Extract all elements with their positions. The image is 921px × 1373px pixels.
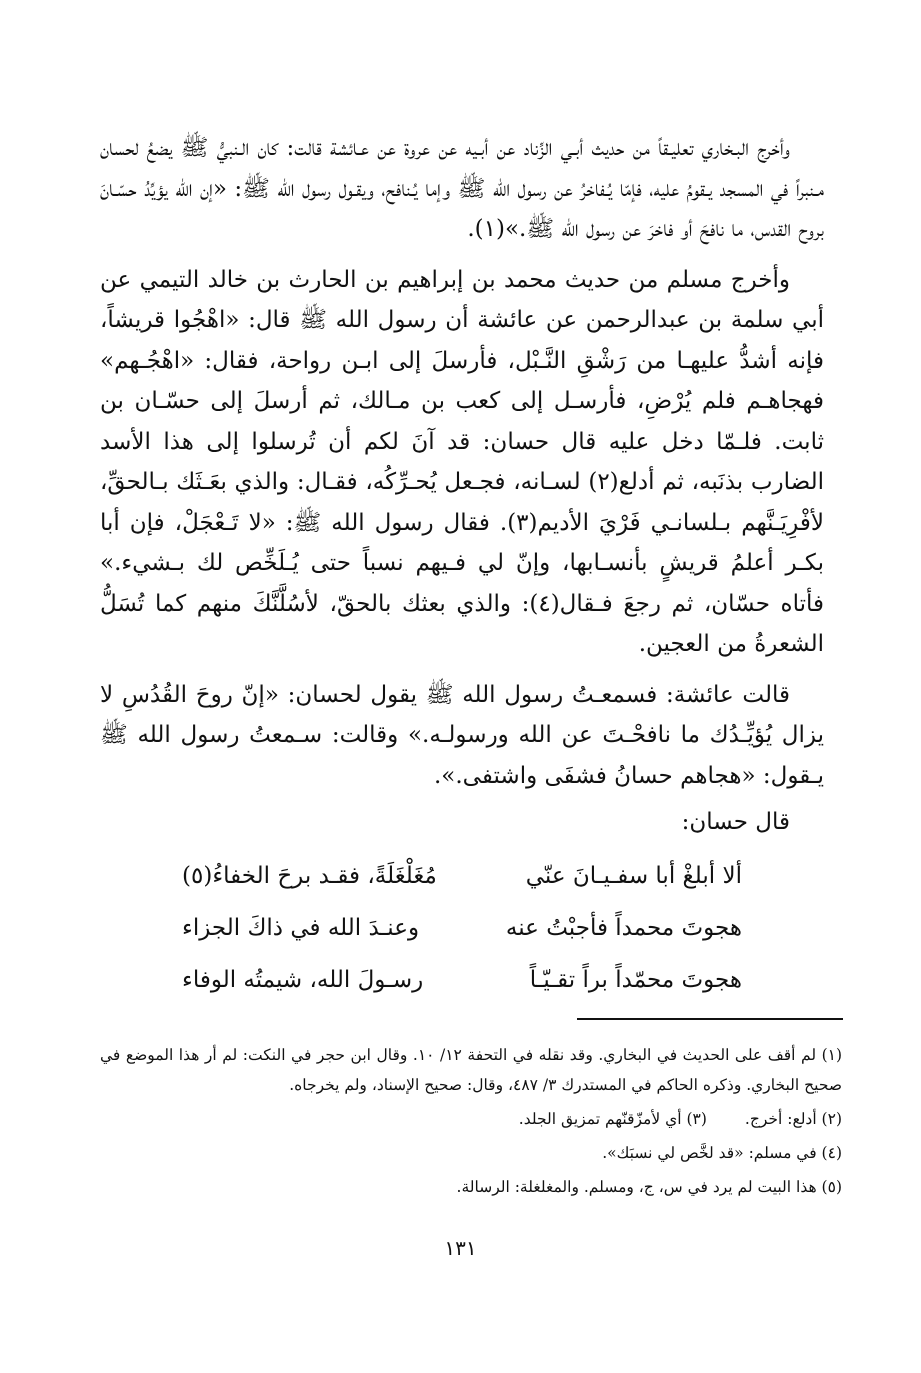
poem-intro: قال حسان: [681, 809, 790, 835]
verse-second-hemistich: مُغَلْغَلَةً، فقـد برحَ الخفاءُ(٥) [182, 863, 437, 890]
footnotes [100, 1040, 842, 1206]
verse-second-hemistich: رسـولَ الله، شيمتُه الوفاء [182, 967, 424, 994]
page-number: ١٣١ [444, 1236, 477, 1260]
verse-first-hemistich: هجوتَ محمداً فأجبْتُ عنه [505, 915, 742, 942]
poem-verse [182, 955, 742, 1007]
footnote-4: (٤) في مسلم: «قد لخَّص لي نسبَك». [602, 1144, 842, 1162]
poem-verse [182, 851, 742, 903]
footnote-5: (٥) هذا البيت لم يرد في س، ج، ومسلم. والمغلغلة: الرسالة. [456, 1178, 842, 1196]
footnote-2: (٢) أدلع: أخرج. [744, 1110, 842, 1128]
poem [182, 851, 742, 1007]
footnote-3: (٣) أي لأمزّقنّهم تمزيق الجلد. [518, 1110, 707, 1128]
verse-second-hemistich: وعنـدَ الله في ذاكَ الجزاء [182, 915, 420, 942]
footnote-row [100, 1104, 842, 1134]
footnote-separator [577, 1018, 843, 1020]
paragraph-bukhari: وأخرج البـخاري تعليـقاً من حديث أبـي الزِّناد عن أبـيه عن عروة عن عـائشة قالت: كان الـنبيُّ ﷺ يضعُ لحسان مـنبراً في المسجد يـقومُ عليه، فإمّا يُـفاخرُ عن رسول الله ﷺ وإما يُـنافح، ويقـول رسول الله ﷺ: «إن الله يؤيِّدُ حسّـانَ بروح القدس، ما نافحَ أو فاخرَ عن رسول الله ﷺ.»(١). [100, 135, 824, 242]
verse-first-hemistich: هجوتَ محمّداً براً تقـيّـاً [529, 967, 742, 994]
main-text [100, 128, 824, 1007]
poem-verse [182, 903, 742, 955]
footnote-1: (١) لم أقف على الحديث في البخاري. وقد نقله في التحفة ١٢/ ١٠. وقال ابن حجر في النكت: لم أر هذا الموضع في صحيح البخاري. وذكره الحاكم في المستدرك ٣/ ٤٨٧، وقال: صحيح الإسناد، ولم يخرجاه. [100, 1046, 843, 1094]
paragraph-muslim: وأخرج مسلم من حديث محمد بن إبراهيم بن الحارث بن خالد التيمي عن أبي سلمة بن عبدالرحمن عن عائشة أن رسول الله ﷺ قال: «اهْجُوا قريشاً، فإنه أشدُّ عليهـا من رَشْقِ النَّـبْل، فأرسلَ إلى ابـن رواحة، فقال: «اهْجُـهم» فهجاهـم فلم يُرْضِ، فأرسـل إلى كعب بن مـالك، ثم أرسلَ إلى حسّـان بن ثابت. فلـمّا دخل عليه قال حسان: قد آنَ لكم أن تُرسلوا إلى هذا الأسد الضارب بذنَبه، ثم أدلع(٢) لسـانه، فجـعل يُحـرِّكُه، فقـال: والذي بعَـثَك بـالحقِّ، لأفْرِيَـنَّهم بـلسانـي فَرْيَ الأديم(٣). فقال رسول الله ﷺ: «لا تَـعْجَلْ، فإن أبا بكـر أعلمُ قريشٍ بأنسـابها، وإنّ لي فـيهم نسباً حتى يُـلَخِّص لك بـشيء.» فأتاه حسّان، ثم رجعَ فـقال(٤): والذي بعثك بالحقّ، لأسُلَّنَّكَ منهم كما تُسَلُّ الشعرةُ من العجين. [100, 266, 824, 657]
verse-first-hemistich: ألا أبلغْ أبا سفـيـانَ عنّي [525, 863, 742, 890]
paragraph-aisha: قالت عائشة: فسمعـتُ رسول الله ﷺ يقول لحسان: «إنّ روحَ القُدُسِ لا يزال يُؤيِّـدُك ما نافحْـتَ عن الله ورسولـه.» وقالت: سـمعتُ رسول الله ﷺ يـقول: «هجاهم حسانُ فشفَى واشتفى.». [100, 681, 824, 789]
